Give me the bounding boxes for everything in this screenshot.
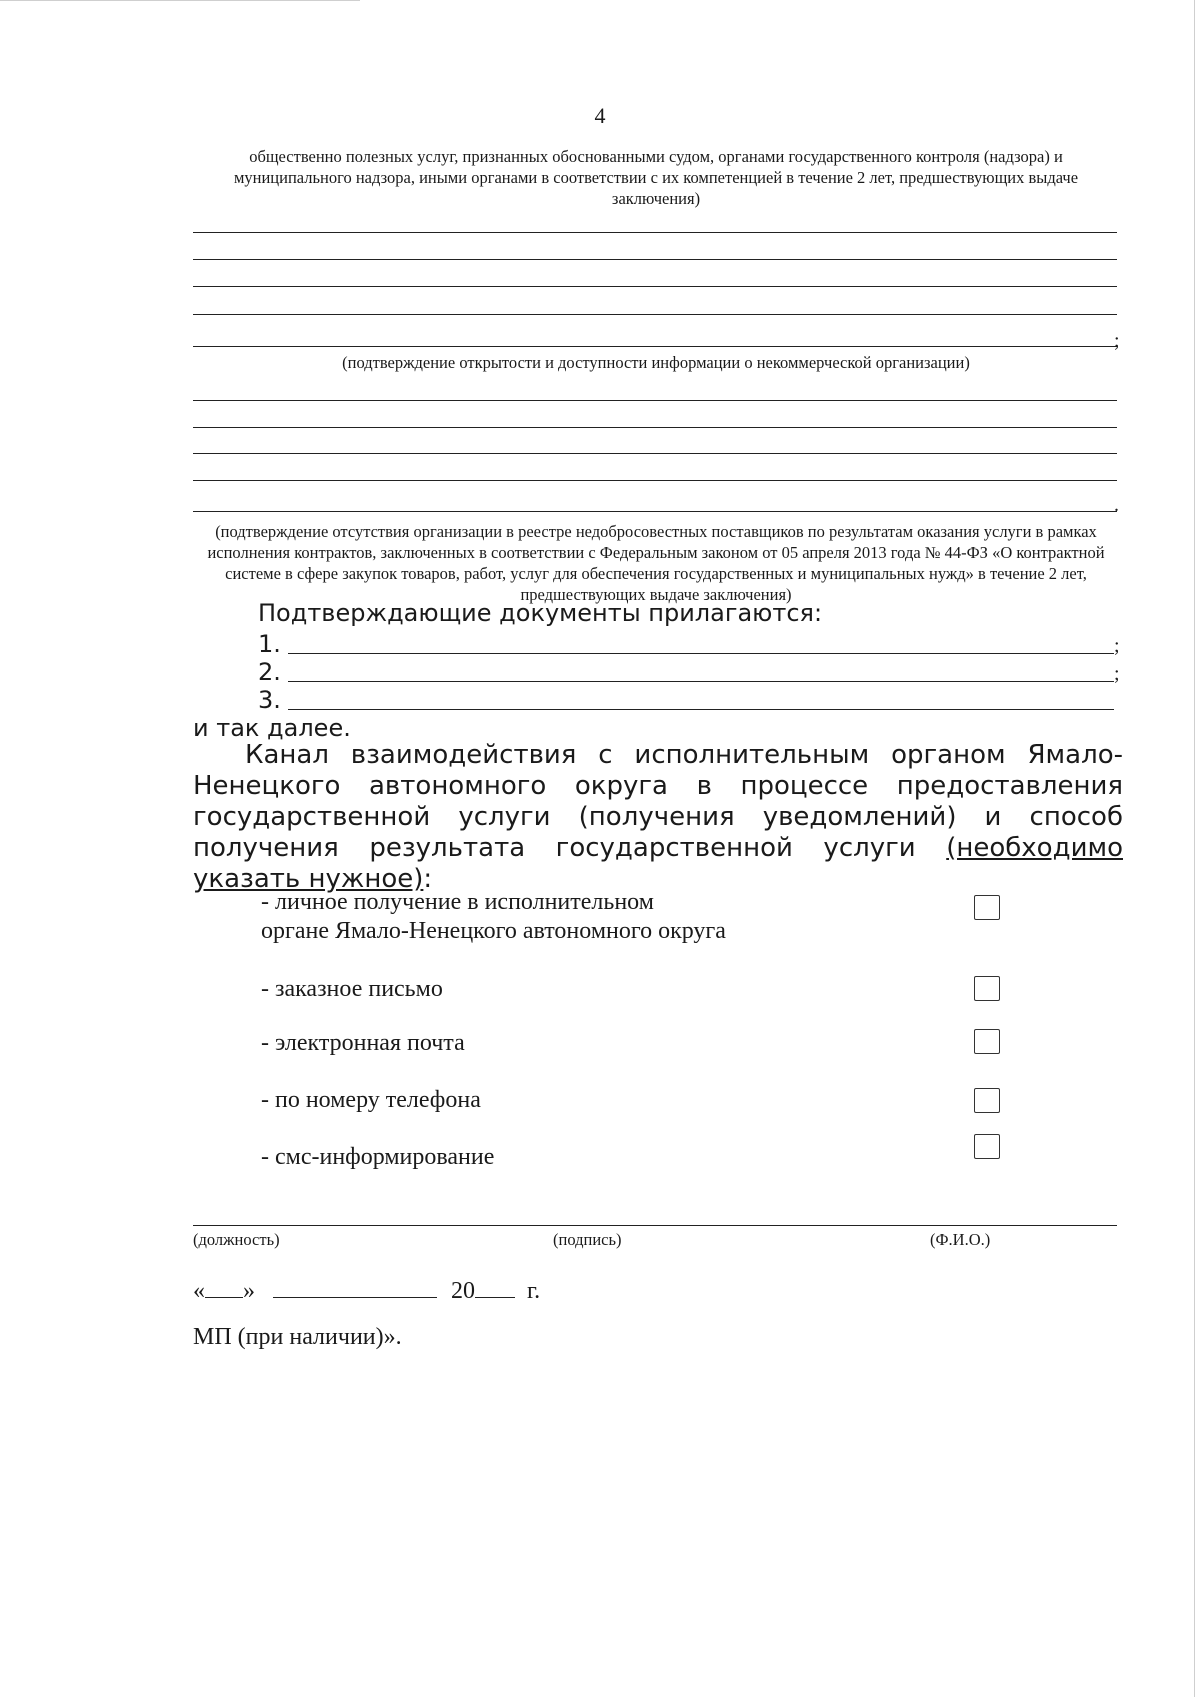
option-email-checkbox[interactable] <box>974 1029 1000 1054</box>
document-line-3[interactable] <box>288 709 1114 710</box>
date-open-quote: « <box>193 1278 205 1304</box>
option-label: - по номеру телефона <box>261 1087 481 1113</box>
option-label: - личное получение в исполнительном <box>261 889 654 915</box>
signature-label: (подпись) <box>553 1230 622 1249</box>
option-phone <box>261 1086 481 1115</box>
document-item-3 <box>258 686 281 714</box>
page-number: 4 <box>594 103 606 128</box>
day-field[interactable] <box>205 1275 243 1298</box>
position-label: (должность) <box>193 1230 280 1249</box>
blank-line[interactable] <box>193 346 1117 347</box>
scan-edge-top <box>0 0 360 1</box>
blank-line[interactable] <box>193 480 1117 481</box>
option-label: - электронная почта <box>261 1030 465 1056</box>
option-personal <box>261 888 726 946</box>
blank-line[interactable] <box>193 286 1117 287</box>
channel-instruction: (необходимо указать нужное) <box>193 833 1123 894</box>
date-line <box>193 1275 540 1305</box>
option-email <box>261 1029 465 1058</box>
option-registered-letter <box>261 975 443 1004</box>
channel-colon: : <box>423 864 433 894</box>
option-label: - смс-информирование <box>261 1144 495 1170</box>
line-end-semicolon: ; <box>1114 330 1120 352</box>
caption-openness: (подтверждение открытости и доступности информации о некоммерческой организации) <box>342 353 970 372</box>
stamp-note: МП (при наличии)». <box>193 1324 402 1350</box>
document-number: 1. <box>258 630 281 658</box>
month-field[interactable] <box>273 1275 437 1298</box>
year-prefix: 20 <box>451 1278 475 1304</box>
year-suffix: г. <box>527 1278 541 1304</box>
document-number: 3. <box>258 686 281 714</box>
document-line-2[interactable] <box>288 681 1114 682</box>
name-label: (Ф.И.О.) <box>930 1230 991 1249</box>
option-registered-letter-checkbox[interactable] <box>974 976 1000 1001</box>
option-sms-checkbox[interactable] <box>974 1134 1000 1159</box>
channel-paragraph <box>193 740 1123 895</box>
year-field[interactable] <box>475 1275 515 1298</box>
scan-edge-right <box>1194 0 1195 1697</box>
blank-line[interactable] <box>193 259 1117 260</box>
blank-line[interactable] <box>193 314 1117 315</box>
blank-line[interactable] <box>193 400 1117 401</box>
document-item-1 <box>258 630 281 658</box>
option-sms <box>261 1143 494 1172</box>
documents-heading: Подтверждающие документы прилагаются: <box>258 599 823 627</box>
document-line-end: ; <box>1114 663 1120 685</box>
line-end-period: . <box>1114 494 1119 516</box>
caption-public-services: общественно полезных услуг, признанных обоснованными судом, органами государственного контроля (надзора) и муниципального надзора, иными органами в соответствии с их компетенцией в течение 2 лет, предшествующих выдаче заключения) <box>233 147 1079 208</box>
blank-line[interactable] <box>193 232 1117 233</box>
channel-text: Канал взаимодействия с исполнительным органом Ямало-Ненецкого автономного округа в процессе предоставления государственной услуги (получения уведомлений) и способ получения результата государственной услуги <box>193 740 1123 863</box>
option-label-cont: органе Ямало-Ненецкого автономного округа <box>261 918 726 944</box>
date-close-quote: » <box>243 1278 255 1304</box>
blank-line[interactable] <box>193 511 1117 512</box>
blank-line[interactable] <box>193 427 1117 428</box>
option-phone-checkbox[interactable] <box>974 1088 1000 1113</box>
document-item-2 <box>258 658 281 686</box>
caption-registry: (подтверждение отсутствия организации в реестре недобросовестных поставщиков по результатам оказания услуги в рамках исполнения контрактов, заключенных в соответствии с Федеральным законом от 05 апреля 2013 года № 44-ФЗ «О контрактной системе в сфере закупок товаров, работ, услуг для обеспечения государственных и муниципальных нужд» в течение 2 лет, предшествующих выдаче заключения) <box>207 522 1105 604</box>
document-number: 2. <box>258 658 281 686</box>
signature-line[interactable] <box>193 1225 1117 1226</box>
document-line-1[interactable] <box>288 653 1114 654</box>
documents-etc: и так далее. <box>193 714 351 742</box>
option-label: - заказное письмо <box>261 976 443 1002</box>
blank-line[interactable] <box>193 453 1117 454</box>
option-personal-checkbox[interactable] <box>974 895 1000 920</box>
document-line-end: ; <box>1114 635 1120 657</box>
